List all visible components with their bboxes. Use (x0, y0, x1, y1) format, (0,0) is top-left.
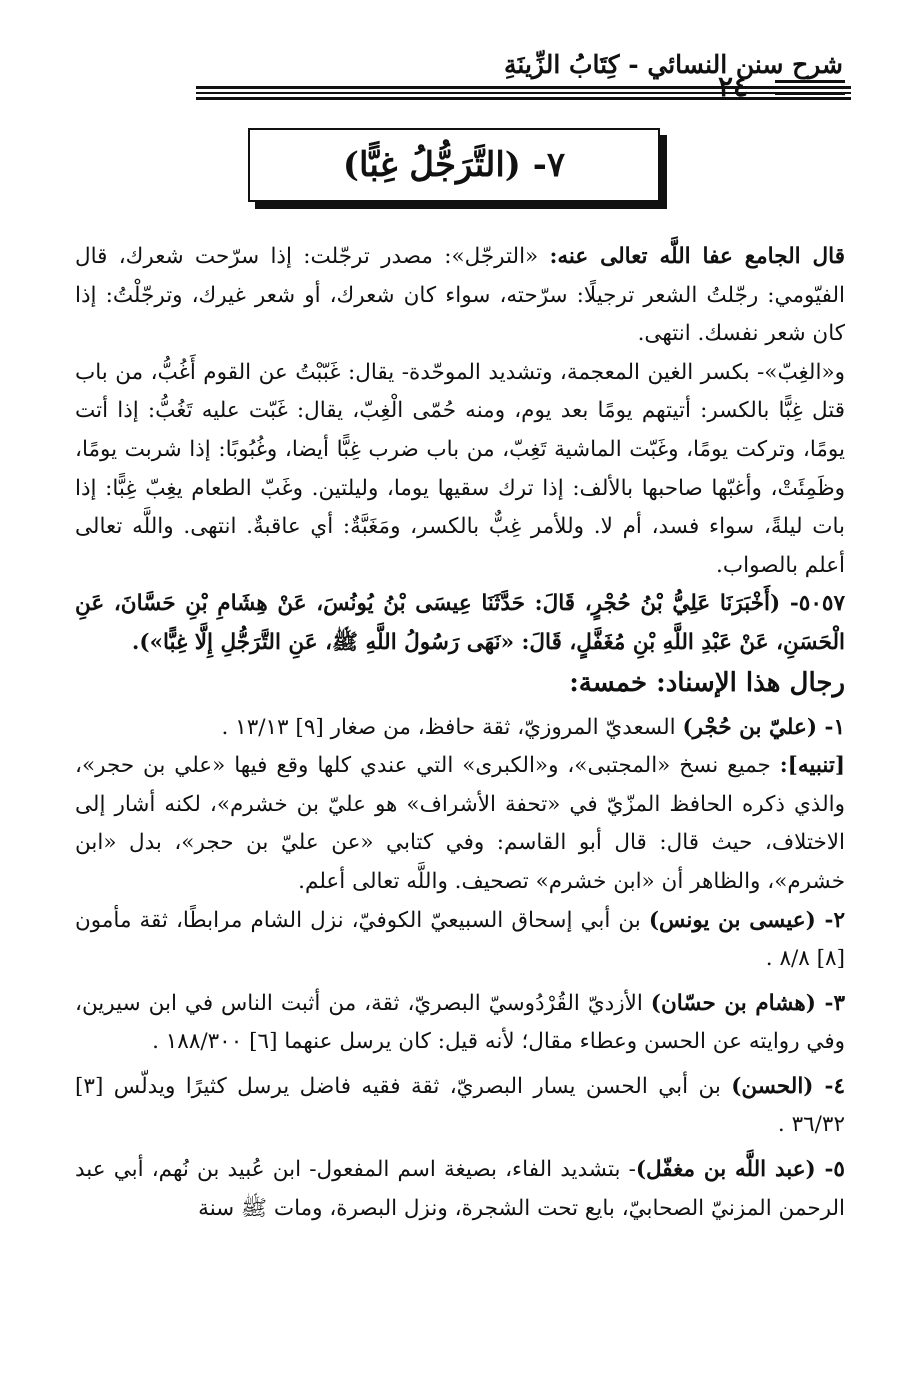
page-number-rule (775, 80, 845, 83)
narrator-entry (75, 709, 845, 748)
header-rule (196, 86, 851, 89)
narrator-entry (75, 985, 845, 1062)
narrator-name: ٣- (هشام بن حسّان) (650, 990, 845, 1016)
header-rule (196, 97, 851, 100)
narrator-text: الأزديّ القُرْدُوسيّ البصريّ، ثقة، من أثبت الناس في ابن سيرين، وفي روايته عن الحسن وعطاء مقال؛ لأنه قيل: كان يرسل عنهما [٦] ١٨٨/٣٠٠ . (75, 990, 845, 1055)
running-title: شرح سنن النسائي - كِتَابُ الزِّينَةِ (504, 50, 843, 79)
note-entry (75, 747, 845, 901)
narrator-text: بن أبي إسحاق السبيعيّ الكوفيّ، نزل الشام مرابطًا، ثقة مأمون [٨] ٨/٨ . (75, 907, 845, 972)
narrator-text: السعديّ المروزيّ، ثقة حافظ، من صغار [٩] ١٣/١٣ . (221, 714, 683, 740)
narrator-entry (75, 902, 845, 979)
note-label: [تنبيه]: (779, 753, 845, 779)
page-number: ٢٤ (718, 70, 749, 103)
intro-paragraph-2: و«الغِبّ»- بكسر الغين المعجمة، وتشديد الموحّدة- يقال: غَبّبْتُ عن القوم أَغُبُّ، من باب قتل غِبًّا بالكسر: أتيتهم يومًا بعد يوم، ومنه حُمّى الْغِبّ، يقال: غَبّت عليه تَغُبُّ: إذا أتت يومًا، وتركت يومًا، وغَبّت الماشية تَغِبّ، من باب ضرب غِبًّا أيضا، وغُبُوبًا: إذا شربت يومًا، وظَمِئَتْ، وأغبّها صاحبها بالألف: إذا ترك سقيها يوما، وليلتين. وغَبّ الطعام يغِبّ غِبًّا: إذا بات ليلةً، سواء فسد، أم لا. وللأمر غِبٌّ بالكسر، ومَغَبَّةٌ: أي عاقبةٌ. انتهى. واللَّه تعالى أعلم بالصواب. (75, 359, 846, 578)
chapter-title: ٧- (التَّرَجُّلُ غِبًّا) (342, 145, 566, 185)
narrator-text: بن أبي الحسن يسار البصريّ، ثقة فقيه فاضل يرسل كثيرًا ويدلّس [٣] ٣٦/٣٢ . (75, 1073, 845, 1138)
narrator-name: ١- (عليّ بن حُجْر) (682, 714, 845, 740)
intro-text-1: «الترجّل»: مصدر ترجّلت: إذا سرّحت شعرك، قال الفيّومي: رجّلتُ الشعر ترجيلًا: سرّحته، سواء كان شعرك، أو شعر غيرك، وترجّلْتُ: إذا كان شعر نفسك. انتهى. (75, 244, 845, 347)
narrator-name: ٢- (عيسى بن يونس) (648, 907, 845, 933)
page-number-rule (775, 86, 845, 89)
section-heading: رجال هذا الإسناد: خمسة: (569, 667, 845, 698)
narrator-entry (75, 1068, 845, 1145)
narrator-name: ٤- (الحسن) (731, 1073, 845, 1099)
hadith-text: ٥٠٥٧- (أَخْبَرَنَا عَلِيُّ بْنُ حُجْرٍ، قَالَ: حَدَّثَنَا عِيسَى بْنُ يُونُسَ، عَنْ هِشَامِ بْنِ حَسَّانَ، عَنِ الْحَسَنِ، عَنْ عَبْدِ اللَّهِ بْنِ مُغَفَّلٍ، قَالَ: «نَهَى رَسُولُ اللَّهِ ﷺ، عَنِ التَّرَجُّلِ إِلَّا غِبًّا»). (75, 591, 845, 655)
note-text: جميع نسخ «المجتبى»، و«الكبرى» التي عندي كلها وقع فيها «علي بن حجر»، والذي ذكره الحافظ المزّيّ في «تحفة الأشراف» هو عليّ بن خشرم»، لكنه أشار إلى الاختلاف، حيث قال: قال أبو القاسم: وفي كتابي «عن عليّ بن حجر»، بدل «ابن خشرم»، والظاهر أن «ابن خشرم» تصحيف. واللَّه تعالى أعلم. (75, 753, 845, 894)
narrator-text: - بتشديد الفاء، بصيغة اسم المفعول- ابن عُبيد بن نُهم، أبي عبد الرحمن المزنيّ الصحابيّ، بايع تحت الشجرة، ونزل البصرة، ومات ﷺ سنة (75, 1157, 845, 1221)
body-text (75, 238, 845, 1228)
intro-paragraph-1 (75, 238, 845, 354)
author-lead: قال الجامع عفا اللَّه تعالى عنه: (549, 244, 845, 269)
page-number-rule (775, 92, 845, 95)
narrator-entry (75, 1151, 845, 1228)
narrator-name: ٥- (عبد اللَّه بن مغفّل) (635, 1157, 845, 1183)
chapter-title-box (248, 128, 660, 202)
header-rule (196, 92, 851, 94)
